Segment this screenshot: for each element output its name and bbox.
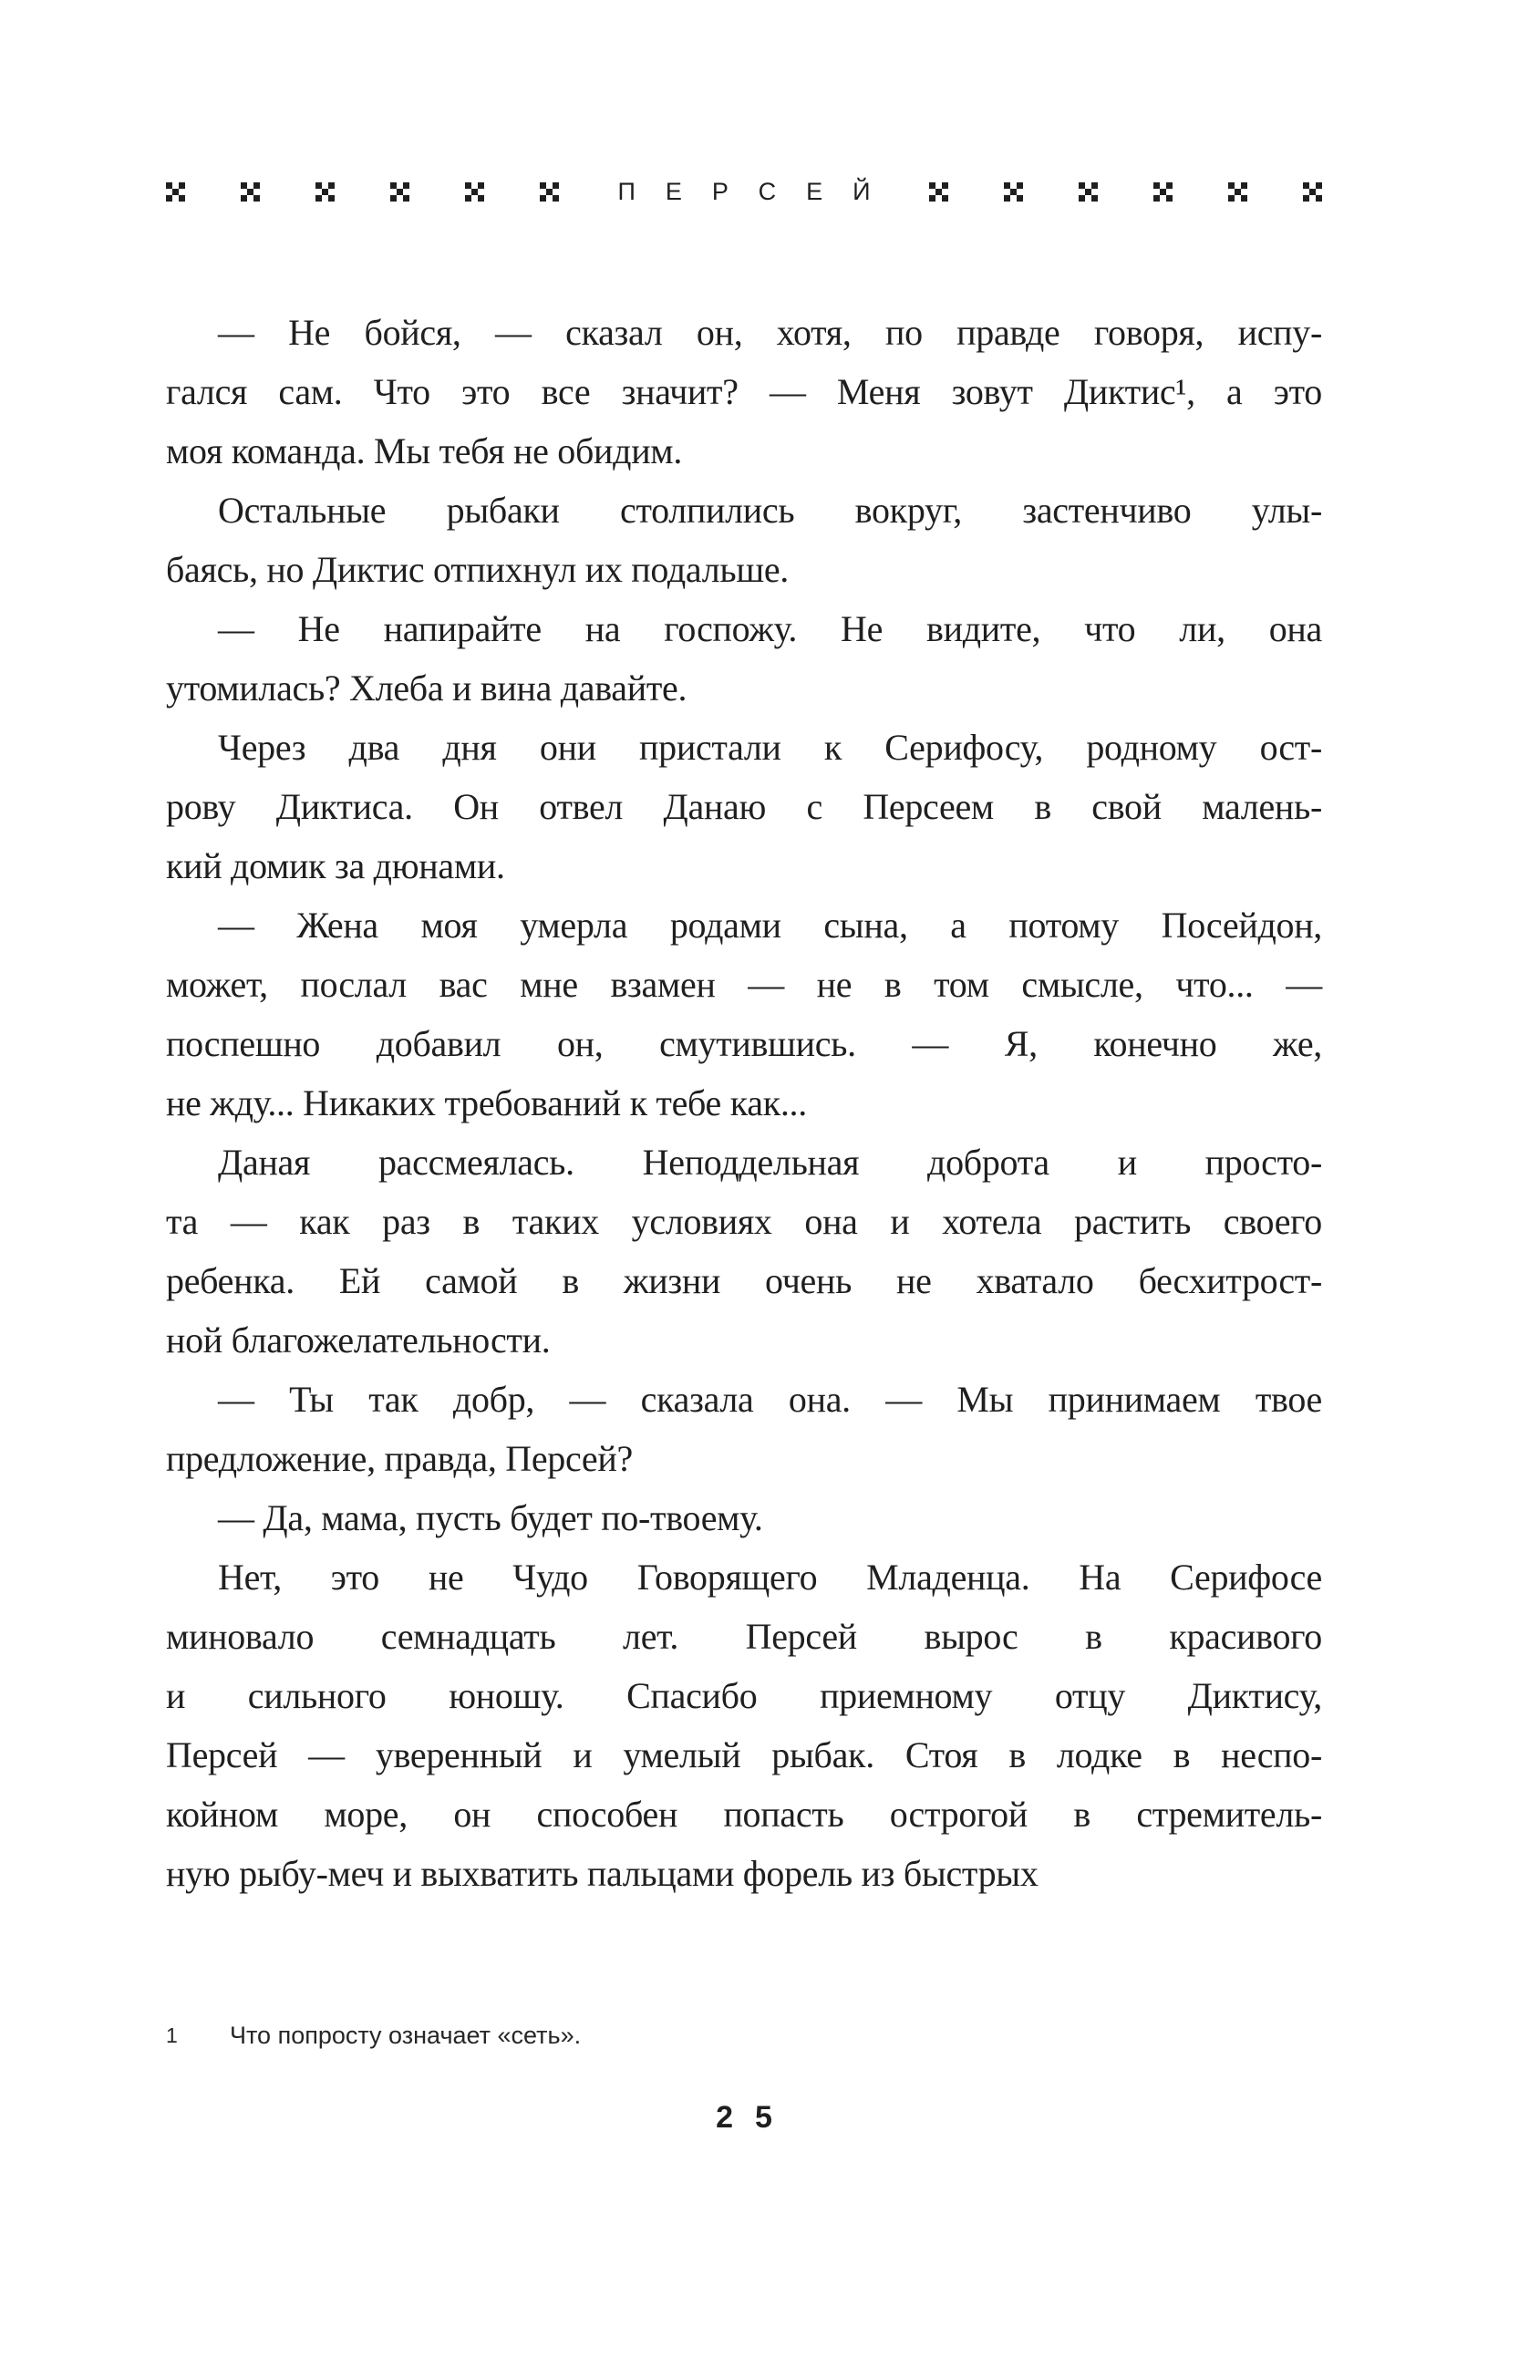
text-line: гался сам. Что это все значит? — Меня зовут Диктис¹, а это: [166, 371, 1322, 412]
ornament-icon: [1079, 182, 1098, 202]
text-line: и сильного юношу. Спасибо приемному отцу Диктису,: [166, 1675, 1322, 1716]
ornament-icon: [166, 182, 185, 202]
ornament-icon: [315, 182, 335, 202]
ornament-icon: [390, 182, 409, 202]
body-text: [166, 303, 1322, 1903]
paragraph: [166, 1133, 1322, 1370]
footnote-marker: 1: [166, 2023, 178, 2047]
text-line: поспешно добавил он, смутившись. — Я, конечно же,: [166, 1023, 1322, 1064]
footnote: [166, 2020, 1322, 2051]
paragraph: [166, 599, 1322, 718]
footnote-text: Что попросту означает «сеть».: [230, 2022, 582, 2049]
text-line: Персей — уверенный и умелый рыбак. Стоя в лодке в неспо-: [166, 1734, 1322, 1775]
text-line: не жду... Никаких требований к тебе как...: [166, 1082, 807, 1123]
ornament-icon: [241, 182, 260, 202]
ornament-icon: [1004, 182, 1023, 202]
text-line: Через два дня они пристали к Серифосу, родному ост-: [218, 727, 1322, 768]
ornament-icon: [465, 182, 484, 202]
text-line: — Не напирайте на госпожу. Не видите, что ли, она: [218, 608, 1322, 649]
paragraph: [166, 303, 1322, 481]
text-line: кий домик за дюнами.: [166, 845, 505, 886]
paragraph: [166, 1547, 1322, 1903]
text-line: — Жена моя умерла родами сына, а потому Посейдон,: [218, 905, 1322, 946]
ornament-icon: [540, 182, 559, 202]
text-line: утомилась? Хлеба и вина давайте.: [166, 667, 687, 709]
text-line: ную рыбу-меч и выхватить пальцами форель из быстрых: [166, 1853, 1039, 1894]
paragraph: [166, 895, 1322, 1133]
text-line: Нет, это не Чудо Говорящего Младенца. На Серифосе: [218, 1557, 1322, 1598]
paragraph: [166, 1370, 1322, 1488]
text-line: та — как раз в таких условиях она и хотела растить своего: [166, 1201, 1322, 1242]
page-title: ПЕРСЕЙ: [617, 177, 901, 205]
text-line: предложение, правда, Персей?: [166, 1438, 633, 1479]
text-line: Остальные рыбаки столпились вокруг, застенчиво улы-: [218, 490, 1322, 531]
paragraph: [166, 481, 1322, 599]
paragraph: [166, 718, 1322, 895]
page-number: 25: [716, 2100, 794, 2135]
text-line: Даная рассмеялась. Неподдельная доброта и просто-: [218, 1142, 1322, 1183]
ornament-icon: [929, 182, 948, 202]
text-line: — Ты так добр, — сказала она. — Мы принимаем твое: [218, 1379, 1322, 1420]
text-column: [166, 0, 1322, 2136]
text-line: ребенка. Ей самой в жизни очень не хватало бесхитрост-: [166, 1260, 1322, 1301]
text-line: ной благожелательности.: [166, 1319, 551, 1361]
text-line: баясь, но Диктис отпихнул их подальше.: [166, 549, 789, 590]
text-line: койном море, он способен попасть острогой в стремитель-: [166, 1794, 1322, 1835]
text-line: — Не бойся, — сказал он, хотя, по правде говоря, испу-: [218, 312, 1322, 353]
ornament-group-left: [166, 182, 559, 202]
text-line: может, послал вас мне взамен — не в том смысле, что... —: [166, 964, 1322, 1005]
ornament-icon: [1303, 182, 1322, 202]
running-head: [166, 177, 1322, 206]
text-line: — Да, мама, пусть будет по-твоему.: [218, 1497, 763, 1538]
text-line: миновало семнадцать лет. Персей вырос в красивого: [166, 1616, 1322, 1657]
ornament-group-right: [929, 182, 1322, 202]
text-line: моя команда. Мы тебя не обидим.: [166, 430, 683, 471]
paragraph: [166, 1488, 1322, 1547]
ornament-icon: [1228, 182, 1247, 202]
ornament-icon: [1153, 182, 1173, 202]
text-line: рову Диктиса. Он отвел Данаю с Персеем в свой малень-: [166, 786, 1322, 827]
